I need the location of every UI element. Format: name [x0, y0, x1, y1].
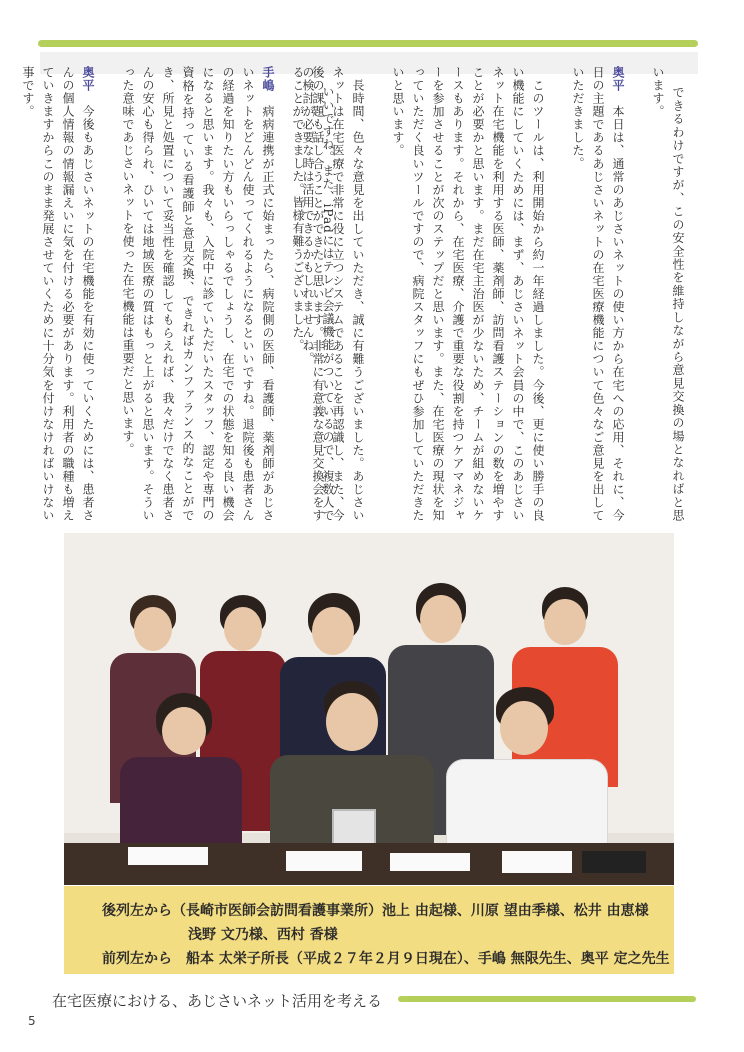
paper-sheet [286, 851, 362, 871]
top-accent-rule [38, 40, 698, 47]
caption-back-row: 後列左から（長崎市医師会訪問看護事業所）池上 由起様、川原 望由季様、松井 由恵様 [102, 903, 649, 919]
article-column-left [21, 66, 358, 523]
paragraph: 奥平 今後もあじさいネットの在宅機能を有効に使っていくためには、患者さんの個人情報の情報漏えいに気を付ける必要があります。利用者の職種も増えていきますからこのまま発展させていくために十分気を付けなければいけない事です。 [21, 66, 95, 523]
photo-caption [64, 886, 674, 974]
folder [582, 851, 646, 873]
article-body [21, 66, 710, 530]
paragraph: いいですね。また、iPadにはテレビ会議機能がついているので、複数人での検討が必要な時は活用できるかもしれませんね。 [301, 66, 335, 522]
group-photo [64, 533, 674, 885]
paragraph: このツールは、利用開始から約一年経過しました。今後、更に使い勝手の良い機能にしていくためには、まず、あじさいネット会員の中で、このあじさいネット在宅機能を利用する医師、薬剤師、訪問看護ステーションの数を増やすことが必要かと思います。まだ在宅主治医が少ないため、チームが組めないケースもあります。それから、在宅医療、介護で重要な役割を持つケアマネジャーを参加させることが次のステップだと思います。また、在宅医療の現状を知っていただく良いツールですので、病院スタッフにもぜひ参加していただきたいと思います。 [391, 66, 545, 523]
paper-sheet [128, 847, 208, 865]
paragraph: 長時間、色々な意見を出していただき、誠に有難うございました。あじさいネットは在宅医療で非常に役に立つシステムであることを再認識し、また、今後の課題も話し合うことができたと思います。非常に有意義な意見交換会をすることができました。皆様有難うございました。 [291, 66, 365, 523]
person-front-3 [440, 687, 610, 847]
paragraph: 奥平 本日は、通常のあじさいネットの使い方から在宅への応用、それに、今日の主題であるあじさいネットの在宅医療機能について色々なご意見を出していただきました。 [571, 66, 625, 523]
footer-accent-rule [398, 996, 696, 1002]
paragraph: できるわけですが、この安全性を維持しながら意見交換の場となればと思います。 [651, 66, 685, 522]
page-number: 5 [28, 1014, 36, 1028]
person-front-1 [116, 693, 246, 843]
footer-title: 在宅医療における、あじさいネット活用を考える [52, 992, 383, 1010]
caption-back-row-cont: 浅野 文乃様、西村 香様 [188, 927, 338, 943]
paragraph: 手嶋 病病連携が正式に始まったら、病院側の医師、看護師、薬剤師があじさいネットをどんどん使ってくれるようになるといいですね。退院後も患者さんの経過を知りたい方もいらっしゃるでしょうし、在宅での状態を知る良い機会になると思います。我々も、入院中に診ていただいたスタッフ、認定や専門の資格を持っている看護師と意見交換、できればカンファランス的なことができ、所見と処置について妥当性を確認してもらえれば、我々だけでなく患者さんの安心も得られ、ひいては地域医療の質はもっと上がると思います。そういった意味であじさいネットを使った在宅機能は重要だと思います。 [121, 66, 275, 523]
paper-sheet [502, 851, 572, 873]
paper-sheet [390, 853, 470, 871]
caption-front-row: 前列左から 船本 太栄子所長（平成２７年２月９日現在）、手嶋 無限先生、奥平 定之先生 [102, 951, 670, 967]
